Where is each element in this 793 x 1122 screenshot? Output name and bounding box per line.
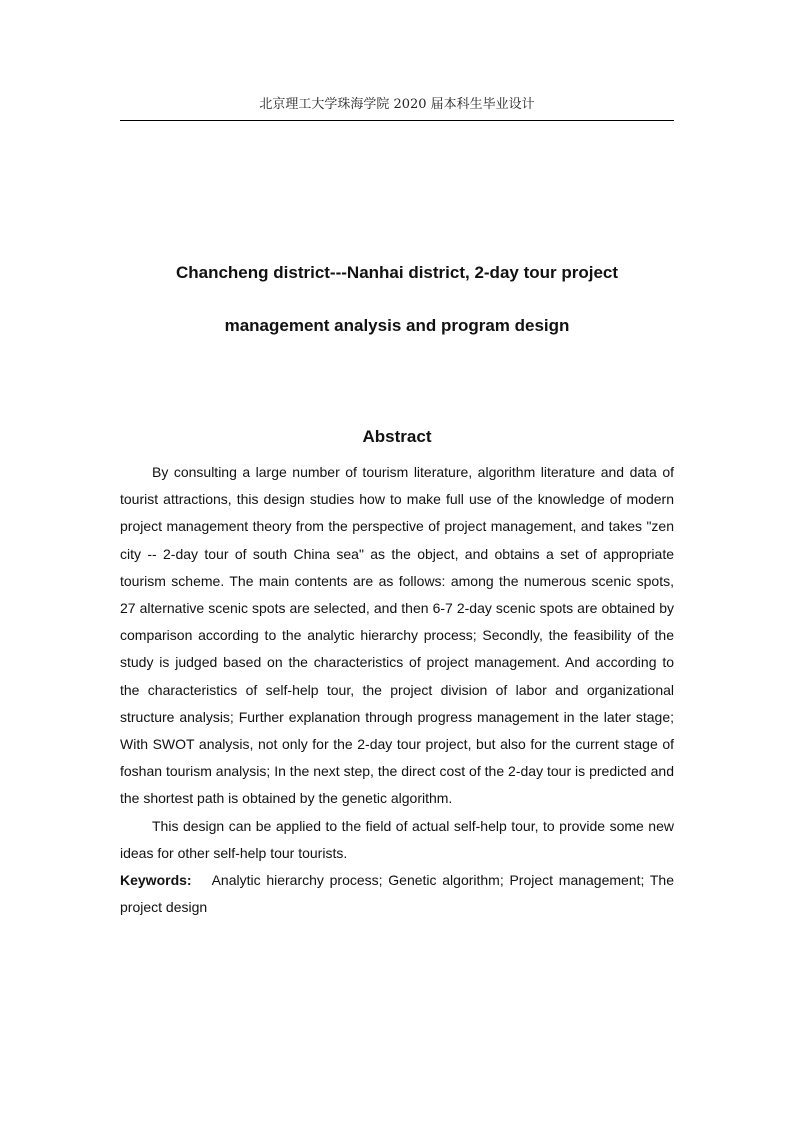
abstract-paragraph-2: This design can be applied to the field of actual self-help tour, to provide some new ideas for other self-help tour tourists. bbox=[120, 817, 674, 861]
thesis-title-line-1: Chancheng district---Nanhai district, 2-day tour project bbox=[175, 263, 619, 282]
keywords-text: Analytic hierarchy process; Genetic algorithm; Project management; The project design bbox=[120, 872, 690, 916]
keywords-label: Keywords: bbox=[120, 872, 192, 889]
abstract-heading: Abstract bbox=[362, 427, 432, 446]
thesis-title-line-2: management analysis and program design bbox=[224, 316, 570, 335]
header-text: 北京理工大学珠海学院 2020 届本科生毕业设计 bbox=[259, 97, 535, 112]
abstract-body bbox=[120, 459, 690, 921]
keywords-line bbox=[120, 867, 690, 921]
page-header bbox=[120, 96, 674, 121]
abstract-paragraph-1: By consulting a large number of tourism literature, algorithm literature and data of tourist attractions, this design studies how to make full use of the knowledge of modern project management theory from the perspective of project management, and takes "zen city -- 2-day tour of south China sea" as the object, and obtains a set of appropriate tourism scheme. The main contents are as follows: among the numerous scenic spots, 27 alternative scenic spots are selected, and then 6-7 2-day scenic spots are obtained by comparison according to the analytic hierarchy process; Secondly, the feasibility of the study is judged based on the characteristics of project management. And according to the characteristics of self-help tour, the project division of labor and organizational structure analysis; Further explanation through progress management in the later stage; With SWOT analysis, not only for the 2-day tour project, but also for the current stage of foshan tourism analysis; In the next step, the direct cost of the 2-day tour is predicted and the shortest path is obtained by the genetic algorithm. bbox=[120, 464, 674, 807]
